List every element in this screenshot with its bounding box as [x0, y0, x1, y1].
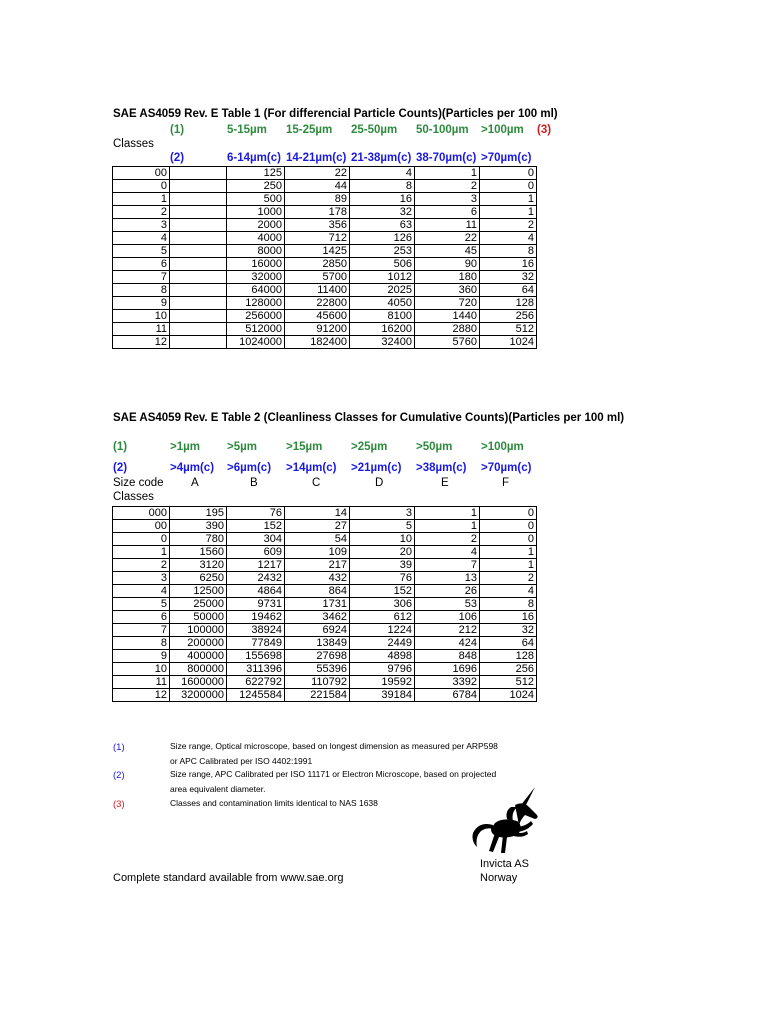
table1-subheader-1: 6-14µm(c) [227, 152, 281, 164]
table1-subheader-5: >70µm(c) [481, 152, 532, 164]
table1-cell: 4050 [350, 297, 415, 310]
table1-cell: 90 [415, 258, 480, 271]
table2-cell: 7 [415, 559, 480, 572]
table1-cell: 0 [480, 167, 537, 180]
table1-cell: 1 [113, 193, 170, 206]
table1-header-3: 25-50µm [351, 124, 398, 136]
table1-header-2: 15-25µm [286, 124, 333, 136]
table1-cell [170, 180, 227, 193]
table1-cell [170, 206, 227, 219]
note3-marker: (3) [113, 799, 125, 810]
table1-cell: 2 [480, 219, 537, 232]
table1-cell: 1024000 [227, 336, 285, 349]
table1-cell: 1012 [350, 271, 415, 284]
note1-line2: or APC Calibrated per ISO 4402:1991 [170, 756, 313, 766]
table2-cell: 76 [227, 507, 285, 520]
table1-row [113, 219, 537, 232]
table1-cell: 32 [480, 271, 537, 284]
table2-cell: 864 [285, 585, 350, 598]
table2-subheader-4: >21µm(c) [351, 462, 402, 474]
table1-header-4: 50-100µm [416, 124, 469, 136]
table2-subheader-1: >4µm(c) [170, 462, 215, 474]
table2-cell: 390 [170, 520, 227, 533]
table2-cell: 152 [350, 585, 415, 598]
table1-cell: 1024 [480, 336, 537, 349]
table2-cell: 0 [113, 533, 170, 546]
table2-cell: 4 [480, 585, 537, 598]
table2-cell: 4898 [350, 650, 415, 663]
table1-cell: 506 [350, 258, 415, 271]
table1-cell [170, 271, 227, 284]
table1-classes-label: Classes [113, 138, 154, 150]
table2-cell: 6250 [170, 572, 227, 585]
table1-cell: 4000 [227, 232, 285, 245]
table2-cell: 1731 [285, 598, 350, 611]
table1-row [113, 167, 537, 180]
table1-cell: 12 [113, 336, 170, 349]
table2-grid [112, 506, 537, 702]
table2-cell: 10 [350, 533, 415, 546]
table2-header-2: >5µm [227, 441, 257, 453]
table2-cell: 3 [350, 507, 415, 520]
table2-cell: 100000 [170, 624, 227, 637]
table1-cell: 1425 [285, 245, 350, 258]
table2-cell: 8 [480, 598, 537, 611]
table2-cell: 53 [415, 598, 480, 611]
table1-cell: 5 [113, 245, 170, 258]
table1-cell [170, 258, 227, 271]
table1-row [113, 310, 537, 323]
table1-cell: 8100 [350, 310, 415, 323]
table2-cell: 1 [415, 507, 480, 520]
table1-cell: 250 [227, 180, 285, 193]
table1-note-marker: (3) [537, 124, 552, 136]
table1-cell: 5760 [415, 336, 480, 349]
table2-header-6: >100µm [481, 441, 524, 453]
table1-row [113, 180, 537, 193]
table1-cell: 1 [415, 167, 480, 180]
table1-subheader-4: 38-70µm(c) [416, 152, 477, 164]
table2-cell: 609 [227, 546, 285, 559]
table2-cell: 39 [350, 559, 415, 572]
table2-cell: 0 [480, 507, 537, 520]
table2-classes-label: Classes [113, 491, 154, 503]
company-country: Norway [480, 872, 518, 884]
table1-cell: 256 [480, 310, 537, 323]
table2-cell: 780 [170, 533, 227, 546]
table2-cell: 12500 [170, 585, 227, 598]
table2-cell: 5 [113, 598, 170, 611]
table2-cell: 221584 [285, 689, 350, 702]
table1-cell: 8000 [227, 245, 285, 258]
table2-cell: 152 [227, 520, 285, 533]
table2-cell: 6 [113, 611, 170, 624]
table2-cell: 800000 [170, 663, 227, 676]
table2-cell: 3200000 [170, 689, 227, 702]
table2-cell: 55396 [285, 663, 350, 676]
table1-cell: 3 [113, 219, 170, 232]
table2-cell: 9796 [350, 663, 415, 676]
table1-cell: 9 [113, 297, 170, 310]
table1-row [113, 245, 537, 258]
table1-row [113, 232, 537, 245]
table2-cell: 9731 [227, 598, 285, 611]
note1-line1: Size range, Optical microscope, based on longest dimension as measured per ARP598 [170, 741, 498, 751]
table1-cell [170, 232, 227, 245]
table2-cell: 1 [480, 546, 537, 559]
table2-cell: 0 [480, 533, 537, 546]
table2-cell: 13 [415, 572, 480, 585]
table2-cell: 3 [113, 572, 170, 585]
table2-cell: 110792 [285, 676, 350, 689]
table2-cell: 4 [113, 585, 170, 598]
table1-subheader-3: 21-38µm(c) [351, 152, 412, 164]
note2-line1: Size range, APC Calibrated per ISO 11171 or Electron Microscope, based on projected [170, 769, 497, 779]
table2-cell: 622792 [227, 676, 285, 689]
table2-cell: 1245584 [227, 689, 285, 702]
table1-row [113, 258, 537, 271]
table1-cell: 5700 [285, 271, 350, 284]
table1-cell: 32000 [227, 271, 285, 284]
table2-cell: 512 [480, 676, 537, 689]
table1-cell: 11400 [285, 284, 350, 297]
table2-cell: 9 [113, 650, 170, 663]
table1-cell: 8 [350, 180, 415, 193]
table2-header-3: >15µm [286, 441, 323, 453]
table2-cell: 200000 [170, 637, 227, 650]
table1-cell: 89 [285, 193, 350, 206]
table2-subheader-2: >6µm(c) [227, 462, 272, 474]
table1-cell: 360 [415, 284, 480, 297]
table1-cell [170, 310, 227, 323]
table1-header-1: 5-15µm [227, 124, 267, 136]
table1-cell: 2 [415, 180, 480, 193]
table1-cell: 64000 [227, 284, 285, 297]
table1-cell: 2025 [350, 284, 415, 297]
table1-cell: 720 [415, 297, 480, 310]
table2-cell: 2 [415, 533, 480, 546]
table1-row [113, 284, 537, 297]
table2-row [113, 676, 537, 689]
table1-cell: 16200 [350, 323, 415, 336]
table1-title: SAE AS4059 Rev. E Table 1 (For differencial Particle Counts)(Particles per 100 ml) [113, 108, 558, 120]
table2-cell: 106 [415, 611, 480, 624]
unicorn-logo-icon [465, 785, 560, 857]
table2-cell: 64 [480, 637, 537, 650]
table2-cell: 27 [285, 520, 350, 533]
table2-size-code-a: A [191, 477, 199, 489]
table2-cell: 77849 [227, 637, 285, 650]
table1-cell: 91200 [285, 323, 350, 336]
table2-cell: 54 [285, 533, 350, 546]
table1-cell: 8 [113, 284, 170, 297]
table2-cell: 1 [415, 520, 480, 533]
standard-availability: Complete standard available from www.sae.org [113, 872, 344, 884]
table1-cell: 22 [285, 167, 350, 180]
table2-subheader-3: >14µm(c) [286, 462, 337, 474]
table2-subheader-5: >38µm(c) [416, 462, 467, 474]
table1-cell: 11 [113, 323, 170, 336]
table2-cell: 1217 [227, 559, 285, 572]
table1-cell: 178 [285, 206, 350, 219]
table2-subheader-6: >70µm(c) [481, 462, 532, 474]
table1-cell [170, 284, 227, 297]
table2-cell: 217 [285, 559, 350, 572]
table1-cell: 125 [227, 167, 285, 180]
table2-cell: 32 [480, 624, 537, 637]
table1-cell: 16 [350, 193, 415, 206]
table2-cell: 848 [415, 650, 480, 663]
table1-cell: 712 [285, 232, 350, 245]
table2-row [113, 624, 537, 637]
table2-cell: 50000 [170, 611, 227, 624]
table1-cell: 180 [415, 271, 480, 284]
table2-cell: 2 [480, 572, 537, 585]
table1-grid [112, 166, 537, 349]
table2-size-code-c: C [312, 477, 321, 489]
table2-cell: 2 [113, 559, 170, 572]
table2-cell: 27698 [285, 650, 350, 663]
table2-cell: 1024 [480, 689, 537, 702]
table2-cell: 128 [480, 650, 537, 663]
table2-cell: 306 [350, 598, 415, 611]
table1-cell: 32 [350, 206, 415, 219]
note3-line1: Classes and contamination limits identical to NAS 1638 [170, 798, 378, 808]
table1-cell [170, 336, 227, 349]
table2-cell: 13849 [285, 637, 350, 650]
table2-cell: 7 [113, 624, 170, 637]
table1-cell: 128000 [227, 297, 285, 310]
table2-cell: 1224 [350, 624, 415, 637]
table1-cell: 2850 [285, 258, 350, 271]
table2-cell: 109 [285, 546, 350, 559]
table1-cell: 45600 [285, 310, 350, 323]
table2-row1-marker: (1) [113, 441, 128, 453]
table1-cell: 6 [113, 258, 170, 271]
table1-cell: 32400 [350, 336, 415, 349]
table1-header-5: >100µm [481, 124, 524, 136]
table2-cell: 20 [350, 546, 415, 559]
table2-header-4: >25µm [351, 441, 388, 453]
table2-row [113, 559, 537, 572]
table2-cell: 12 [113, 689, 170, 702]
table2-row [113, 650, 537, 663]
company-name: Invicta AS [480, 858, 529, 870]
table1-cell: 4 [480, 232, 537, 245]
table1-cell: 2 [113, 206, 170, 219]
table2-cell: 6924 [285, 624, 350, 637]
table2-cell: 5 [350, 520, 415, 533]
table2-row [113, 585, 537, 598]
table1-cell: 22800 [285, 297, 350, 310]
table2-cell: 10 [113, 663, 170, 676]
table2-cell: 2432 [227, 572, 285, 585]
table2-header-1: >1µm [170, 441, 200, 453]
table2-cell: 000 [113, 507, 170, 520]
table2-cell: 3120 [170, 559, 227, 572]
table1-cell: 63 [350, 219, 415, 232]
table2-cell: 155698 [227, 650, 285, 663]
table2-cell: 195 [170, 507, 227, 520]
table2-cell: 304 [227, 533, 285, 546]
table1-row [113, 336, 537, 349]
table2-size-code-e: E [441, 477, 449, 489]
table1-cell [170, 245, 227, 258]
table1-cell [170, 167, 227, 180]
table2-cell: 1600000 [170, 676, 227, 689]
table2-row [113, 546, 537, 559]
table1-cell: 6 [415, 206, 480, 219]
table2-cell: 14 [285, 507, 350, 520]
table1-cell: 4 [113, 232, 170, 245]
table1-cell: 126 [350, 232, 415, 245]
table2-cell: 76 [350, 572, 415, 585]
table1-cell: 500 [227, 193, 285, 206]
table2-cell: 432 [285, 572, 350, 585]
table1-cell: 512000 [227, 323, 285, 336]
table1-cell: 356 [285, 219, 350, 232]
table2-cell: 4 [415, 546, 480, 559]
table1-cell: 00 [113, 167, 170, 180]
table2-row [113, 611, 537, 624]
table1-row [113, 193, 537, 206]
table1-cell: 44 [285, 180, 350, 193]
table2-cell: 39184 [350, 689, 415, 702]
table2-cell: 212 [415, 624, 480, 637]
table1-cell [170, 193, 227, 206]
table2-row [113, 533, 537, 546]
table2-cell: 11 [113, 676, 170, 689]
table2-row [113, 637, 537, 650]
table2-header-5: >50µm [416, 441, 453, 453]
table1-cell: 0 [113, 180, 170, 193]
table1-cell [170, 297, 227, 310]
table1-cell: 22 [415, 232, 480, 245]
table1-cell: 1000 [227, 206, 285, 219]
table1-cell: 256000 [227, 310, 285, 323]
table2-row [113, 572, 537, 585]
table2-cell: 19592 [350, 676, 415, 689]
table2-row [113, 520, 537, 533]
table2-cell: 0 [480, 520, 537, 533]
table1-cell: 1 [480, 193, 537, 206]
table1-cell: 8 [480, 245, 537, 258]
table2-cell: 400000 [170, 650, 227, 663]
table1-subheader-2: 14-21µm(c) [286, 152, 347, 164]
table2-row [113, 689, 537, 702]
table2-cell: 3462 [285, 611, 350, 624]
table2-row [113, 663, 537, 676]
table1-cell: 11 [415, 219, 480, 232]
table2-cell: 8 [113, 637, 170, 650]
table2-row2-marker: (2) [113, 462, 128, 474]
table1-row [113, 297, 537, 310]
note2-line2: area equivalent diameter. [170, 784, 266, 794]
table2-size-code-label: Size code [113, 477, 164, 489]
table1-cell [170, 323, 227, 336]
table1-cell [170, 219, 227, 232]
table2-cell: 38924 [227, 624, 285, 637]
table2-cell: 00 [113, 520, 170, 533]
table2-size-code-f: F [502, 477, 510, 489]
table1-cell: 0 [480, 180, 537, 193]
table1-row1-marker: (1) [170, 124, 185, 136]
table2-cell: 6784 [415, 689, 480, 702]
table1-cell: 4 [350, 167, 415, 180]
table1-cell: 253 [350, 245, 415, 258]
table2-row [113, 598, 537, 611]
table2-row [113, 507, 537, 520]
table1-cell: 512 [480, 323, 537, 336]
table2-cell: 26 [415, 585, 480, 598]
table1-row [113, 271, 537, 284]
table2-title: SAE AS4059 Rev. E Table 2 (Cleanliness Classes for Cumulative Counts)(Particles per 100 ml) [113, 412, 625, 424]
table2-cell: 25000 [170, 598, 227, 611]
table2-cell: 256 [480, 663, 537, 676]
note2-marker: (2) [113, 770, 125, 781]
table1-cell: 2000 [227, 219, 285, 232]
table2-cell: 19462 [227, 611, 285, 624]
table2-cell: 424 [415, 637, 480, 650]
table2-cell: 311396 [227, 663, 285, 676]
table1-cell: 1 [480, 206, 537, 219]
table1-cell: 64 [480, 284, 537, 297]
table1-cell: 7 [113, 271, 170, 284]
table1-cell: 16000 [227, 258, 285, 271]
table2-cell: 16 [480, 611, 537, 624]
table1-cell: 128 [480, 297, 537, 310]
table2-cell: 1 [113, 546, 170, 559]
table2-cell: 1560 [170, 546, 227, 559]
table1-cell: 3 [415, 193, 480, 206]
table1-cell: 2880 [415, 323, 480, 336]
table2-cell: 2449 [350, 637, 415, 650]
table1-row [113, 323, 537, 336]
table2-cell: 1 [480, 559, 537, 572]
table1-cell: 10 [113, 310, 170, 323]
table2-cell: 1696 [415, 663, 480, 676]
table1-row [113, 206, 537, 219]
table1-row2-marker: (2) [170, 152, 185, 164]
table1-cell: 45 [415, 245, 480, 258]
table1-cell: 182400 [285, 336, 350, 349]
table2-cell: 612 [350, 611, 415, 624]
table2-size-code-b: B [250, 477, 258, 489]
table1-cell: 16 [480, 258, 537, 271]
table2-cell: 4864 [227, 585, 285, 598]
table2-cell: 3392 [415, 676, 480, 689]
table2-size-code-d: D [375, 477, 384, 489]
table1-cell: 1440 [415, 310, 480, 323]
note1-marker: (1) [113, 742, 125, 753]
